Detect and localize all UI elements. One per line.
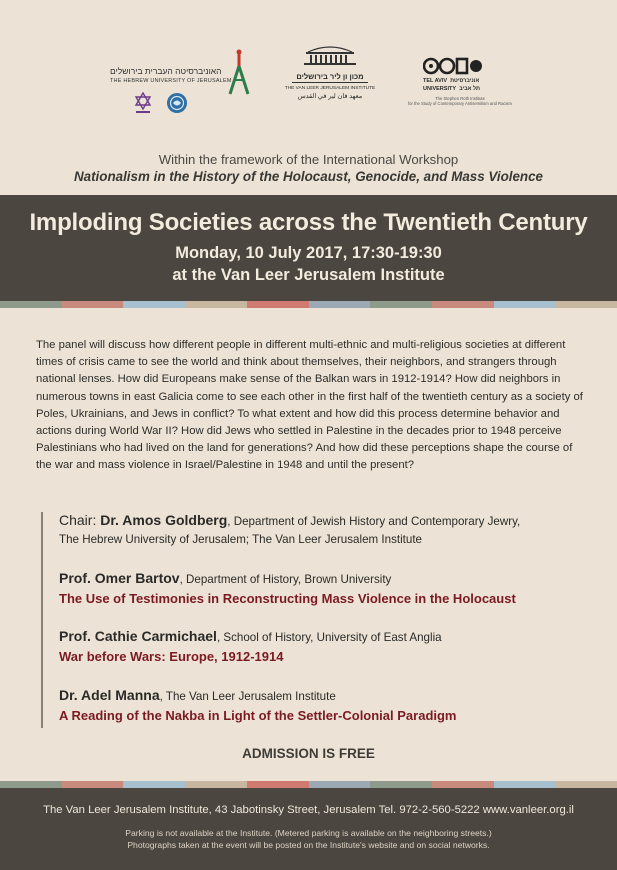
speaker-name: Dr. Adel Manna bbox=[59, 687, 160, 703]
speaker-role: , Department of History, Brown University bbox=[179, 573, 392, 586]
chair-role: , Department of Jewish History and Contemporary Jewry, bbox=[227, 515, 521, 528]
stripe-segment bbox=[247, 301, 309, 308]
color-stripe-top bbox=[0, 301, 617, 308]
stripe-segment bbox=[309, 781, 371, 788]
stripe-segment bbox=[123, 781, 185, 788]
van-leer-english-name: THE VAN LEER JERUSALEM INSTITUTE bbox=[284, 86, 376, 91]
speaker-role: , The Van Leer Jerusalem Institute bbox=[159, 690, 336, 703]
star-of-david-icon bbox=[134, 92, 152, 114]
event-banner bbox=[0, 195, 617, 301]
panel-divider-bar bbox=[41, 512, 43, 728]
stripe-segment bbox=[494, 781, 556, 788]
footer-address: The Van Leer Jerusalem Institute, 43 Jabotinsky Street, Jerusalem Tel. 972-2-560-5222 www.vanleer.org.il bbox=[43, 804, 574, 816]
tau-line-2: UNIVERSITY תל אביב bbox=[423, 86, 480, 92]
stripe-segment bbox=[0, 781, 62, 788]
event-date: Monday, 10 July 2017, 17:30-19:30 bbox=[175, 244, 442, 262]
photography-note: Photographs taken at the event will be posted on the Institute's website and on social networks. bbox=[127, 840, 490, 850]
stripe-segment bbox=[185, 781, 247, 788]
van-leer-logo bbox=[280, 44, 380, 114]
tel-aviv-university-logo bbox=[393, 56, 523, 116]
chair-affiliation: The Hebrew University of Jerusalem; The Van Leer Jerusalem Institute bbox=[59, 533, 423, 546]
tau-line-1: TEL AVIV אוניברסיטת bbox=[423, 78, 480, 84]
workshop-framework bbox=[0, 152, 617, 184]
parking-note: Parking is not available at the Institute. (Metered parking is available on the neighboring streets.) bbox=[125, 828, 492, 838]
speaker-name: Prof. Cathie Carmichael bbox=[59, 628, 217, 644]
stripe-segment bbox=[370, 301, 432, 308]
admission-notice: ADMISSION IS FREE bbox=[242, 746, 375, 761]
speaker-name: Prof. Omer Bartov bbox=[59, 570, 180, 586]
speaker-entry bbox=[59, 687, 589, 723]
stripe-segment bbox=[494, 301, 556, 308]
building-icon bbox=[302, 44, 358, 66]
event-venue: at the Van Leer Jerusalem Institute bbox=[172, 266, 445, 284]
talk-title: The Use of Testimonies in Reconstructing Mass Violence in the Holocaust bbox=[59, 591, 516, 606]
stripe-segment bbox=[432, 301, 494, 308]
chair-name: Dr. Amos Goldberg bbox=[100, 512, 228, 528]
color-stripe-bottom bbox=[0, 781, 617, 788]
speaker-entry bbox=[59, 628, 589, 664]
panel-description: The panel will discuss how different people in different multi-ethnic and multi-religious societies at different times of crisis came to see the world and think about themselves, their neighbors, and strangers through national lenses. How did Europeans make sense of the Balkan wars in 1912-1914? How did neighbors in numerous towns in east Galicia come to see each other in the first half of the twentieth century as a society of Poles, Ukrainians, and Jews in conflict? To what extent and how did this process determine behavior and actions during World War II? How did Jews who settled in Palestine in the decades prior to 1948 perceive Palestinians who had lived on the land for generations? And how did these perceptions shape the course of the war and mass violence in Israel/Palestine in 1948 and until the present? bbox=[36, 339, 583, 472]
speaker-entry bbox=[59, 570, 589, 606]
footer bbox=[0, 788, 617, 870]
huji-english-name: THE HEBREW UNIVERSITY OF JERUSALEM bbox=[110, 78, 232, 84]
stripe-segment bbox=[62, 301, 124, 308]
stripe-segment bbox=[62, 781, 124, 788]
stripe-segment bbox=[185, 301, 247, 308]
chair-entry bbox=[59, 512, 589, 546]
stripe-segment bbox=[123, 301, 185, 308]
stripe-segment bbox=[432, 781, 494, 788]
stripe-segment bbox=[555, 301, 617, 308]
logo-row bbox=[0, 38, 617, 118]
huji-hebrew-name: האוניברסיטה העברית בירושלים bbox=[110, 66, 222, 76]
van-leer-hebrew-name: מכון ון ליר בירושלים bbox=[292, 72, 367, 83]
stripe-segment bbox=[0, 301, 62, 308]
stripe-segment bbox=[370, 781, 432, 788]
talk-title: War before Wars: Europe, 1912-1914 bbox=[59, 649, 284, 664]
stripe-segment bbox=[247, 781, 309, 788]
chair-label: Chair: bbox=[59, 512, 101, 528]
talk-title: A Reading of the Nakba in Light of the Settler-Colonial Paradigm bbox=[59, 708, 457, 723]
roth-institute-name: The Stephen Roth Institute for the Study of Contemporary Antisemitism and Racism bbox=[407, 96, 513, 106]
workshop-title: Nationalism in the History of the Holocaust, Genocide, and Mass Violence bbox=[73, 169, 543, 184]
huji-flame-icon bbox=[226, 48, 252, 96]
seal-icon bbox=[166, 92, 188, 114]
event-title: Imploding Societies across the Twentieth Century bbox=[29, 209, 588, 236]
stripe-segment bbox=[309, 301, 371, 308]
van-leer-arabic-name: معهد فان لير في القدس bbox=[297, 93, 363, 100]
speaker-role: , School of History, University of East Anglia bbox=[216, 631, 442, 644]
tau-rings-icon bbox=[423, 56, 483, 76]
framework-intro: Within the framework of the International Workshop bbox=[158, 152, 459, 167]
hebrew-university-logo bbox=[108, 44, 268, 116]
stripe-segment bbox=[555, 781, 617, 788]
